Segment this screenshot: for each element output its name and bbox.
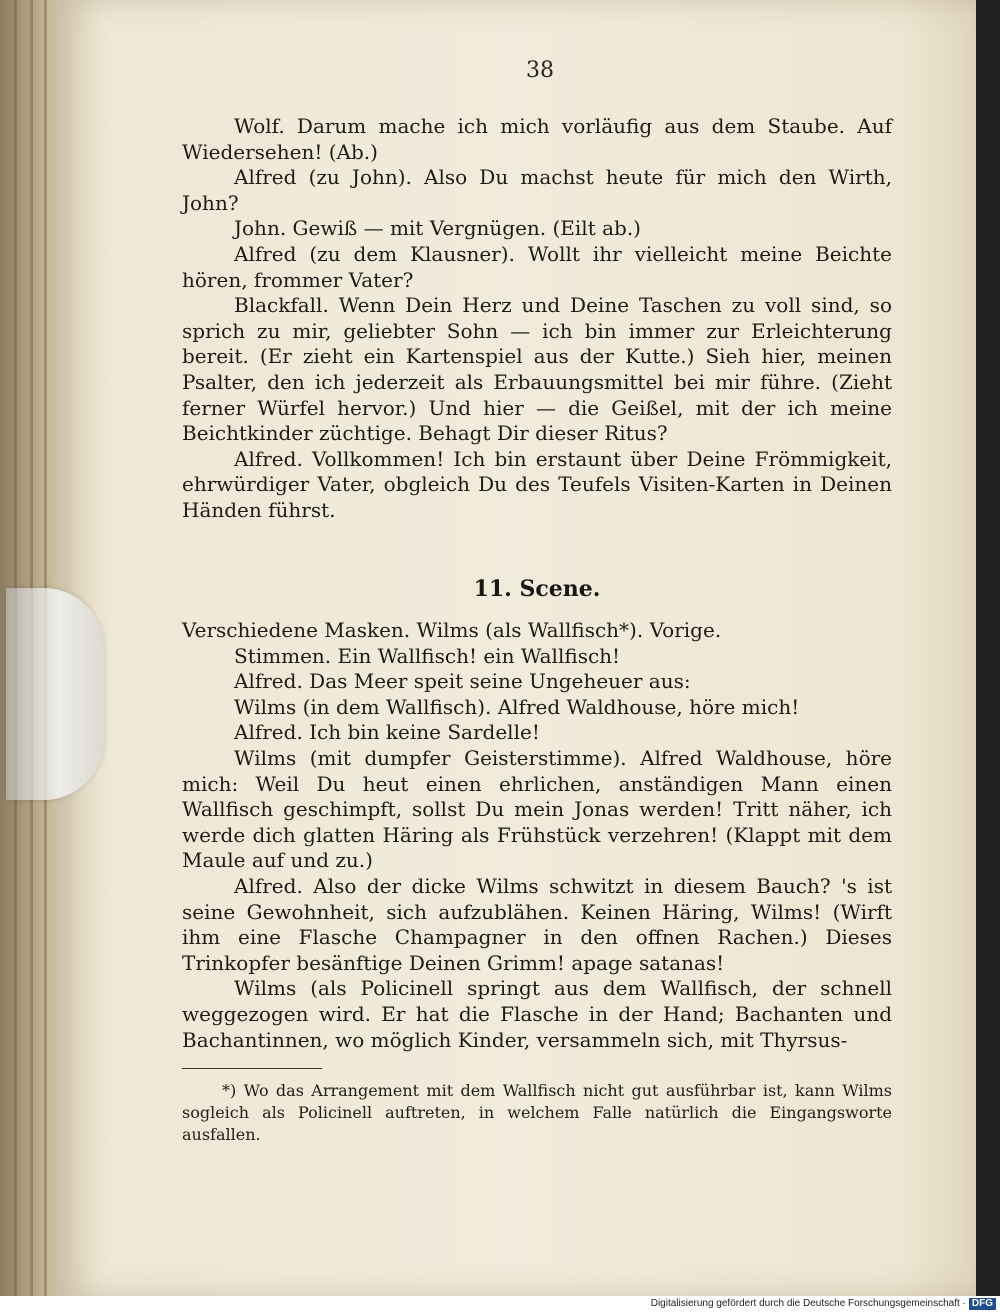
scene-heading: 11. Scene.: [473, 576, 601, 602]
footnote-text: *) Wo das Arrangement mit dem Wallfisch nicht gut ausführbar ist, kann Wilms sogleich als Policinell auftreten, in welchem Falle natürlich die Eingangsworte ausfallen.: [182, 1081, 892, 1144]
paragraph: Alfred (zu John). Also Du machst heute für mich den Wirth, John?: [182, 165, 892, 215]
paragraph: Wilms (in dem Wallfisch). Alfred Waldhouse, höre mich!: [234, 694, 800, 719]
page-clip: [6, 588, 104, 800]
paragraph: Verschiedene Masken. Wilms (als Wallfisch*). Vorige.: [182, 618, 722, 642]
paragraph: Wilms (mit dumpfer Geisterstimme). Alfred Waldhouse, höre mich: Weil Du heut einen ehrlichen, anständigen Mann einen Wallfisch geschimpft, sollst Du mein Jonas werden! Tritt näher, ich werde dich glatten Häring als Frühstück verzehren! (Klappt mit dem Maule auf und zu.): [182, 745, 892, 873]
paragraph: Stimmen. Ein Wallfisch! ein Wallfisch!: [234, 643, 621, 668]
scan-border: [976, 0, 1000, 1296]
paragraph: Alfred. Also der dicke Wilms schwitzt in diesem Bauch? 's ist seine Gewohnheit, sich aufzublähen. Keinen Häring, Wilms! (Wirft ihm eine Flasche Champagner in den offnen Rachen.) Dieses Trinkopfer besänftige Deinen Grimm! apage satanas!: [182, 873, 892, 975]
dfg-logo-icon: DFG: [969, 1298, 996, 1310]
paragraph: Wilms (als Policinell springt aus dem Wallfisch, der schnell weggezogen wird. Er hat die Flasche in der Hand; Bachanten und Bachantinnen, wo möglich Kinder, versammeln sich, mit Thyrsus-: [182, 976, 892, 1052]
text-block-2: [182, 618, 892, 1053]
page-number: 38: [526, 58, 554, 83]
paragraph: Blackfall. Wenn Dein Herz und Deine Taschen zu voll sind, so sprich zu mir, geliebter Sohn — ich bin immer zur Erleichterung bereit. (Er zieht ein Kartenspiel aus der Kutte.) Sieh hier, meinen Psalter, den ich jederzeit als Erbauungsmittel bei mir führe. (Zieht ferner Würfel hervor.) Und hier — die Geißel, mit der ich meine Beichtkinder züchtige. Behagt Dir dieser Ritus?: [182, 293, 892, 446]
footnote-rule: [182, 1068, 322, 1069]
digitization-footer: [0, 1296, 1000, 1312]
paragraph: John. Gewiß — mit Vergnügen. (Eilt ab.): [234, 216, 641, 241]
paragraph: Alfred. Vollkommen! Ich bin erstaunt über Deine Frömmigkeit, ehrwürdiger Vater, obgleich Du des Teufels Visiten-Karten in Deinen Händen führst.: [182, 446, 892, 522]
paragraph: Alfred. Das Meer speit seine Ungeheuer aus:: [234, 669, 691, 694]
text-block-1: [182, 114, 892, 524]
footnote: [182, 1080, 892, 1146]
paragraph: Alfred (zu dem Klausner). Wollt ihr vielleicht meine Beichte hören, frommer Vater?: [182, 241, 892, 292]
digitization-note: Digitalisierung gefördert durch die Deutsche Forschungsgemeinschaft ·: [650, 1298, 966, 1309]
paragraph: Wolf. Darum mache ich mich vorläufig aus dem Staube. Auf Wiedersehen! (Ab.): [182, 114, 892, 164]
paragraph: Alfred. Ich bin keine Sardelle!: [234, 720, 540, 745]
